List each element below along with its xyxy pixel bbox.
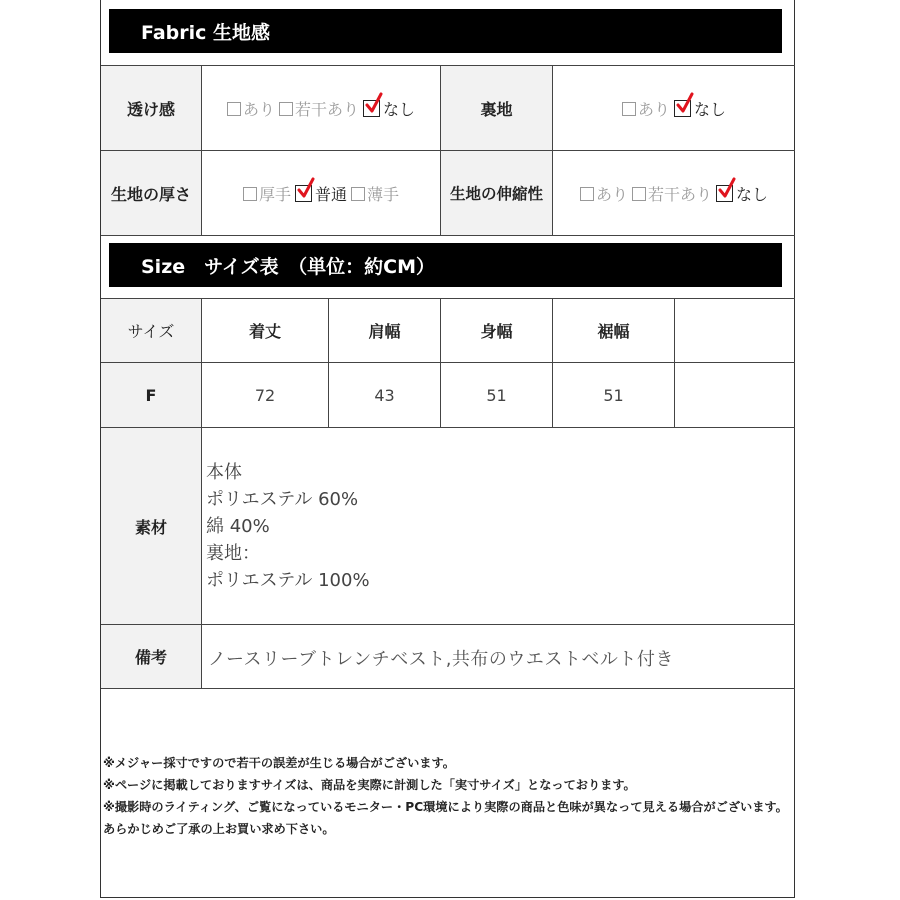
option-unchecked: [632, 185, 712, 204]
checked-box-icon: [716, 185, 733, 202]
shoulder-value: 43: [374, 385, 395, 405]
checkmark-icon: [718, 177, 736, 199]
size-section-header: Size サイズ表 （単位：約CM）: [109, 243, 782, 287]
size-column-header: サイズ: [101, 299, 201, 362]
thickness-option-list: [243, 182, 399, 205]
empty-value: [675, 363, 795, 427]
option-unchecked: [622, 100, 670, 119]
lining-option-list: [622, 97, 726, 120]
material-line: ポリエステル 100%: [206, 570, 370, 591]
footnote: ※メジャー採寸ですので若干の誤差が生じる場合がございます。: [103, 756, 455, 770]
footnote: ※撮影時のライティング、ご覧になっているモニター・PC環境により実際の商品と色味が異なって見える場合がございます。あらかじめご了承の上お買い求め下さい。: [103, 800, 788, 836]
material-line: 裏地：: [206, 543, 260, 564]
thickness-options: [202, 151, 440, 235]
empty-box-icon: [279, 102, 293, 116]
length-column-header: 着丈: [248, 322, 281, 341]
remarks-label: 備考: [101, 625, 201, 688]
option-label: あり: [637, 99, 670, 119]
empty-box-icon: [632, 187, 646, 201]
option-label: あり: [595, 184, 628, 204]
stretch-option-list: [580, 182, 768, 205]
option-label: なし: [383, 99, 416, 119]
size-value: F: [101, 363, 201, 427]
transparency-label: 透け感: [101, 66, 201, 150]
option-label: 厚手: [258, 184, 291, 204]
option-unchecked: [243, 185, 291, 204]
transparency-options: [202, 66, 440, 150]
hem-width-value: 51: [603, 385, 624, 405]
material-line: ポリエステル 60%: [206, 489, 359, 510]
body-width-value: 51: [486, 385, 507, 405]
option-label: あり: [242, 99, 275, 119]
divider: [101, 624, 795, 625]
option-label: 若干あり: [647, 184, 712, 204]
hem-width-column-header: 裾幅: [597, 322, 630, 341]
material-line: 綿 40%: [206, 516, 270, 537]
fabric-section-header: Fabric 生地感: [109, 9, 782, 53]
footnote: ※ページに掲載しておりますサイズは、商品を実際に計測した「実寸サイズ」となっております。: [103, 778, 636, 792]
body-width-column-header: 身幅: [480, 322, 513, 341]
checkmark-icon: [365, 92, 383, 114]
empty-box-icon: [227, 102, 241, 116]
length-value: 72: [254, 385, 276, 405]
option-label: 薄手: [367, 184, 400, 204]
empty-box-icon: [622, 102, 636, 116]
empty-box-icon: [580, 187, 594, 201]
option-label: なし: [694, 99, 727, 119]
stretch-label: 生地の伸縮性: [441, 151, 552, 235]
material-line: 本体: [206, 462, 242, 483]
option-checked: [295, 185, 347, 204]
checkmark-icon: [676, 92, 694, 114]
stretch-options: [553, 151, 795, 235]
empty-box-icon: [243, 187, 257, 201]
option-unchecked: [227, 100, 275, 119]
option-label: 普通: [314, 184, 347, 204]
option-label: 若干あり: [294, 99, 359, 119]
checked-box-icon: [363, 100, 380, 117]
option-unchecked: [351, 185, 399, 204]
material-composition: [206, 459, 370, 594]
option-checked: [363, 100, 415, 119]
remarks-text: ノースリーブトレンチベスト,共布のウエストベルト付き: [208, 649, 674, 670]
divider: [101, 235, 795, 236]
shoulder-column-header: 肩幅: [368, 322, 401, 341]
checkmark-icon: [297, 177, 315, 199]
material-label: 素材: [101, 428, 201, 624]
transparency-option-list: [227, 97, 415, 120]
option-unchecked: [580, 185, 628, 204]
lining-options: [553, 66, 795, 150]
option-label: なし: [736, 184, 769, 204]
empty-column-header: [675, 299, 795, 362]
footnotes: [103, 752, 791, 840]
divider: [101, 688, 795, 689]
checked-box-icon: [295, 185, 312, 202]
lining-label: 裏地: [441, 66, 552, 150]
option-unchecked: [279, 100, 359, 119]
divider: [101, 427, 795, 428]
option-checked: [716, 185, 768, 204]
option-checked: [674, 100, 726, 119]
thickness-label: 生地の厚さ: [101, 151, 201, 235]
checked-box-icon: [674, 100, 691, 117]
empty-box-icon: [351, 187, 365, 201]
